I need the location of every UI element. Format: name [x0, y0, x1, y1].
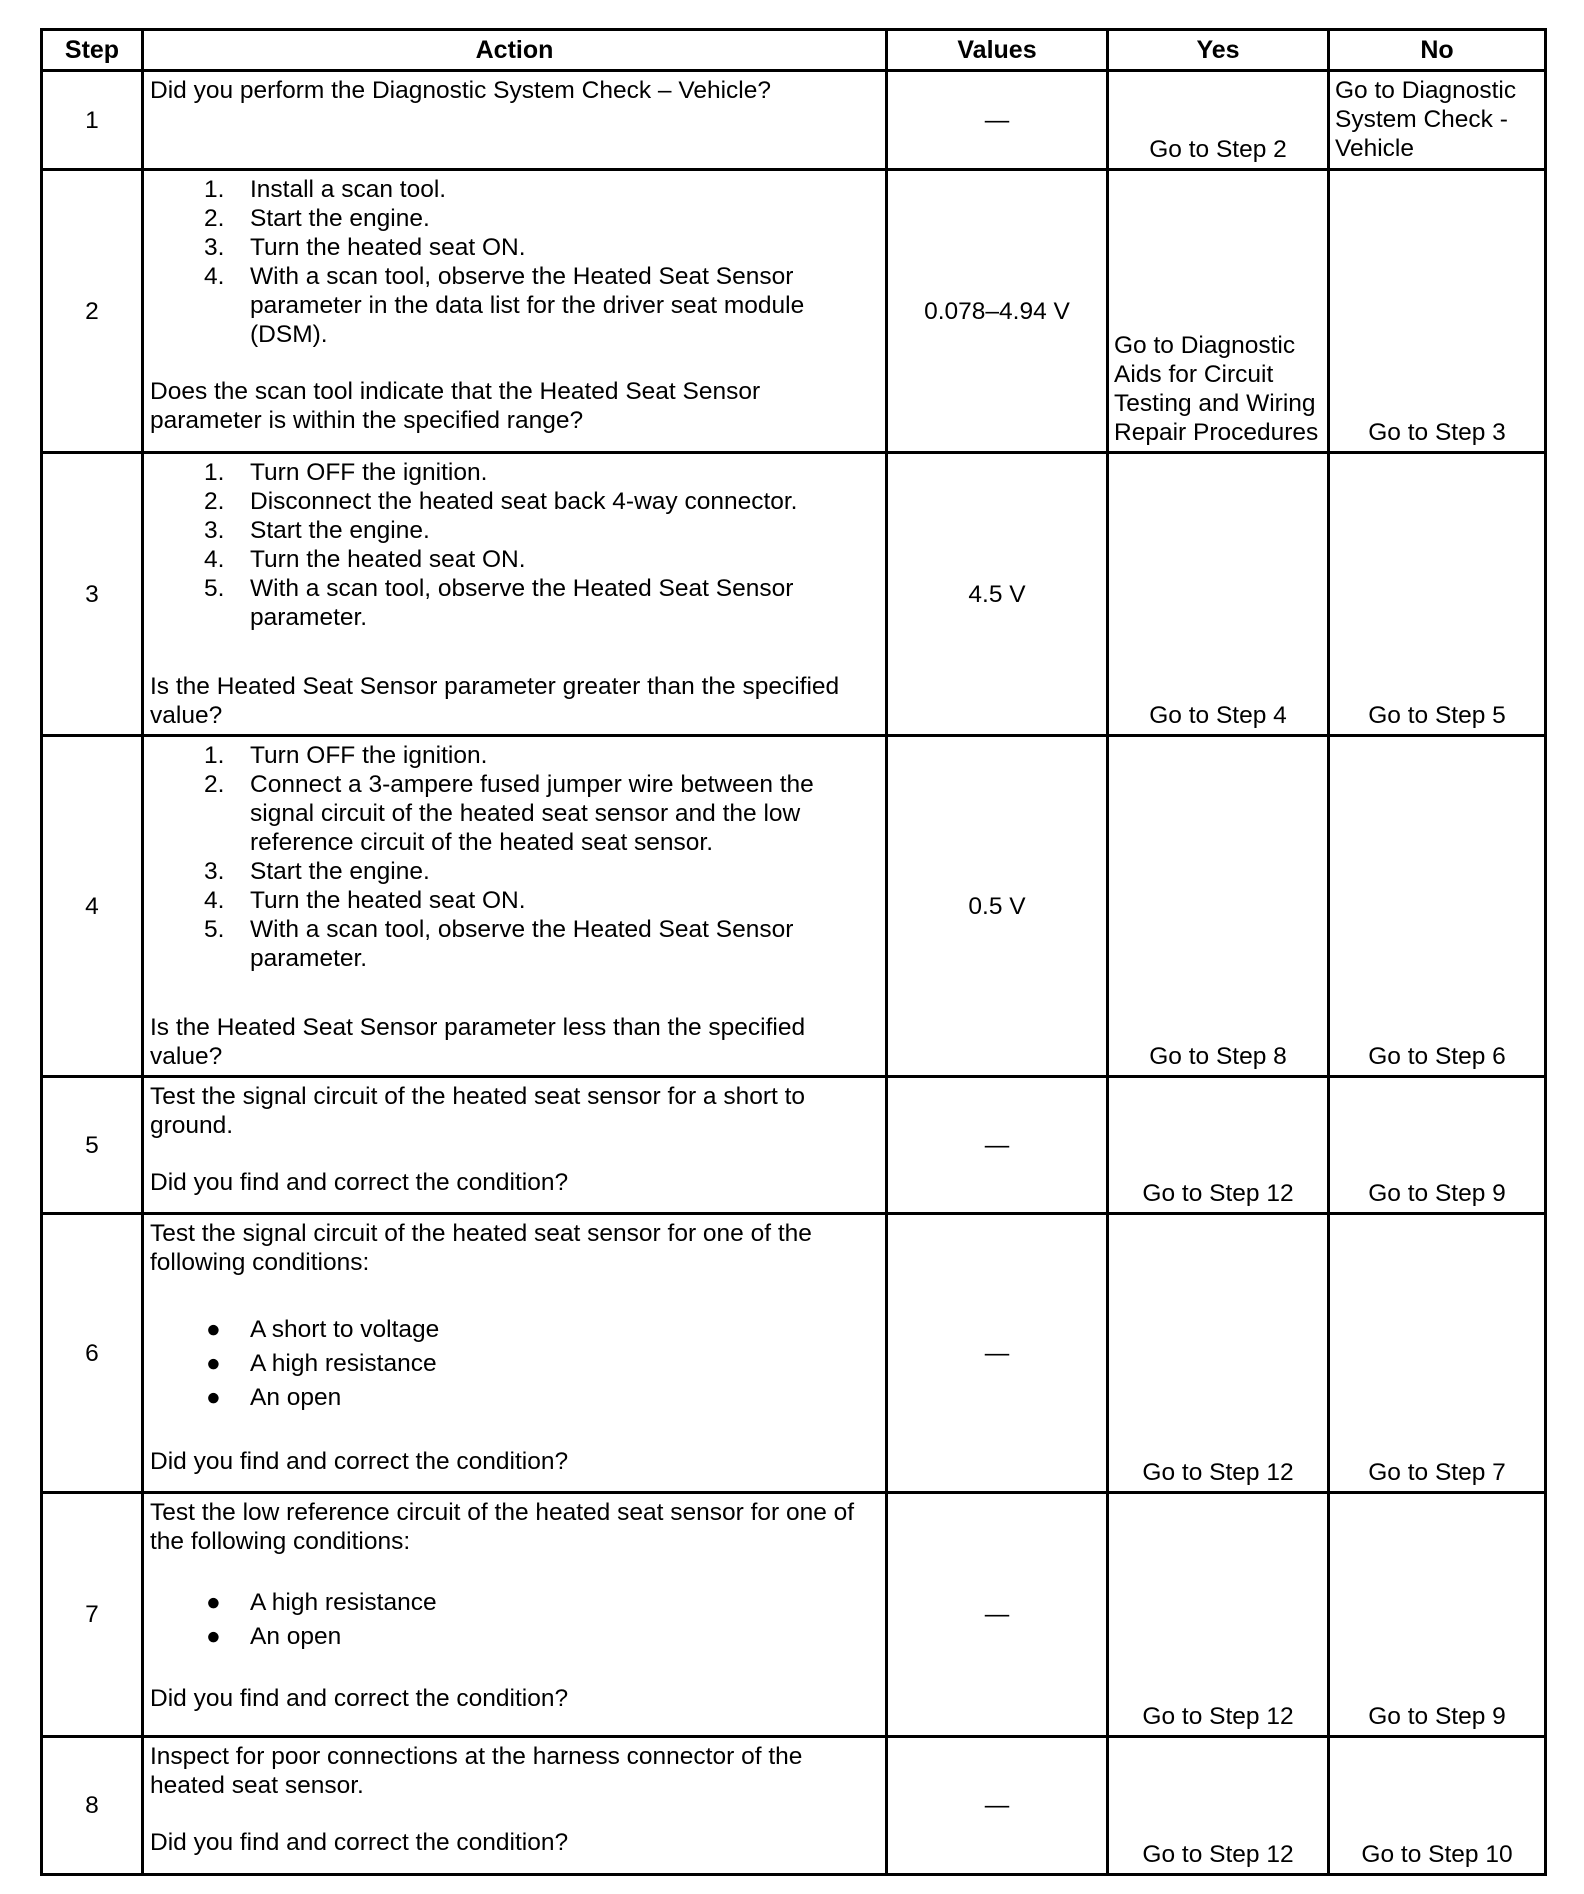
table-row: [42, 736, 1546, 1077]
list-item: 1. Turn OFF the ignition.: [204, 459, 488, 486]
yes-cell: Go to Step 12: [1108, 1214, 1329, 1493]
table-row: [42, 1077, 1546, 1214]
value-cell: 0.078–4.94 V: [887, 170, 1108, 453]
action-cell: [143, 736, 887, 1077]
list-item: ● An open: [206, 1384, 342, 1411]
no-cell: Go to Step 9: [1329, 1493, 1546, 1737]
list-item: 1. Install a scan tool.: [204, 176, 447, 203]
step-number: 7: [42, 1493, 143, 1737]
list-item: 3. Turn the heated seat ON.: [204, 234, 526, 261]
header-step: Step: [42, 30, 143, 71]
step-number: 8: [42, 1737, 143, 1875]
no-cell: Go to Step 6: [1329, 736, 1546, 1077]
list-item: 3. Start the engine.: [204, 858, 430, 885]
value-cell: —: [887, 1737, 1108, 1875]
action-question: Is the Heated Seat Sensor parameter greater than the specified value?: [150, 673, 840, 729]
step-number: 3: [42, 453, 143, 736]
list-item: 4. With a scan tool, observe the Heated Seat Sensor parameter in the data list for the driver seat module (DSM).: [204, 263, 805, 348]
table-row: [42, 1493, 1546, 1737]
conditions-list: [150, 1586, 877, 1654]
table-row: [42, 1737, 1546, 1875]
action-question: Did you find and correct the condition?: [150, 1448, 569, 1475]
action-question: Is the Heated Seat Sensor parameter less than the specified value?: [150, 1014, 806, 1070]
diagnostic-table: [40, 28, 1547, 1876]
list-item: 4. Turn the heated seat ON.: [204, 887, 526, 914]
action-cell: [143, 71, 887, 170]
value-cell: 0.5 V: [887, 736, 1108, 1077]
action-question: Did you find and correct the condition?: [150, 1829, 569, 1856]
action-intro: Test the signal circuit of the heated seat sensor for one of the following conditions:: [150, 1220, 812, 1276]
action-intro: Test the low reference circuit of the heated seat sensor for one of the following conditions:: [150, 1499, 855, 1555]
header-no: No: [1329, 30, 1546, 71]
yes-cell: Go to Step 12: [1108, 1493, 1329, 1737]
header-values: Values: [887, 30, 1108, 71]
list-item: ● A short to voltage: [206, 1316, 440, 1343]
header-row: [42, 30, 1546, 71]
header-action: Action: [143, 30, 887, 71]
no-cell: Go to Step 10: [1329, 1737, 1546, 1875]
step-number: 2: [42, 170, 143, 453]
action-cell: [143, 1493, 887, 1737]
yes-cell: Go to Step 4: [1108, 453, 1329, 736]
action-question: Did you find and correct the condition?: [150, 1685, 569, 1712]
list-item: ● A high resistance: [206, 1589, 437, 1616]
action-cell: [143, 1737, 887, 1875]
action-steps-list: [150, 458, 877, 632]
action-steps-list: [150, 175, 877, 349]
list-item: 4. Turn the heated seat ON.: [204, 546, 526, 573]
table-row: [42, 170, 1546, 453]
action-intro: Inspect for poor connections at the harness connector of the heated seat sensor.: [150, 1743, 803, 1799]
table-row: [42, 1214, 1546, 1493]
action-cell: [143, 1077, 887, 1214]
list-item: 3. Start the engine.: [204, 517, 430, 544]
list-item: 2. Disconnect the heated seat back 4-way connector.: [204, 488, 798, 515]
value-cell: —: [887, 1493, 1108, 1737]
action-cell: [143, 170, 887, 453]
yes-cell: Go to Diagnostic Aids for Circuit Testing and Wiring Repair Procedures: [1108, 170, 1329, 453]
action-question: Did you perform the Diagnostic System Check – Vehicle?: [150, 77, 771, 104]
step-number: 6: [42, 1214, 143, 1493]
action-cell: [143, 1214, 887, 1493]
value-cell: —: [887, 1214, 1108, 1493]
action-steps-list: [150, 741, 877, 973]
list-item: ● An open: [206, 1623, 342, 1650]
action-cell: [143, 453, 887, 736]
yes-cell: Go to Step 2: [1108, 71, 1329, 170]
no-cell: Go to Step 3: [1329, 170, 1546, 453]
action-intro: Test the signal circuit of the heated seat sensor for a short to ground.: [150, 1083, 806, 1139]
list-item: ● A high resistance: [206, 1350, 437, 1377]
yes-cell: Go to Step 12: [1108, 1737, 1329, 1875]
table-row: [42, 71, 1546, 170]
no-cell: Go to Diagnostic System Check - Vehicle: [1329, 71, 1546, 170]
list-item: 2. Start the engine.: [204, 205, 430, 232]
yes-cell: Go to Step 12: [1108, 1077, 1329, 1214]
value-cell: —: [887, 1077, 1108, 1214]
list-item: 1. Turn OFF the ignition.: [204, 742, 488, 769]
list-item: 5. With a scan tool, observe the Heated Seat Sensor parameter.: [204, 575, 794, 631]
header-yes: Yes: [1108, 30, 1329, 71]
conditions-list: [150, 1313, 877, 1415]
action-question: Does the scan tool indicate that the Heated Seat Sensor parameter is within the specified range?: [150, 378, 761, 434]
no-cell: Go to Step 5: [1329, 453, 1546, 736]
no-cell: Go to Step 9: [1329, 1077, 1546, 1214]
value-cell: —: [887, 71, 1108, 170]
no-cell: Go to Step 7: [1329, 1214, 1546, 1493]
list-item: 2. Connect a 3-ampere fused jumper wire between the signal circuit of the heated seat sensor and the low reference circuit of the heated seat sensor.: [204, 771, 814, 856]
step-number: 4: [42, 736, 143, 1077]
table-row: [42, 453, 1546, 736]
step-number: 1: [42, 71, 143, 170]
step-number: 5: [42, 1077, 143, 1214]
action-question: Did you find and correct the condition?: [150, 1169, 569, 1196]
yes-cell: Go to Step 8: [1108, 736, 1329, 1077]
value-cell: 4.5 V: [887, 453, 1108, 736]
list-item: 5. With a scan tool, observe the Heated Seat Sensor parameter.: [204, 916, 794, 972]
